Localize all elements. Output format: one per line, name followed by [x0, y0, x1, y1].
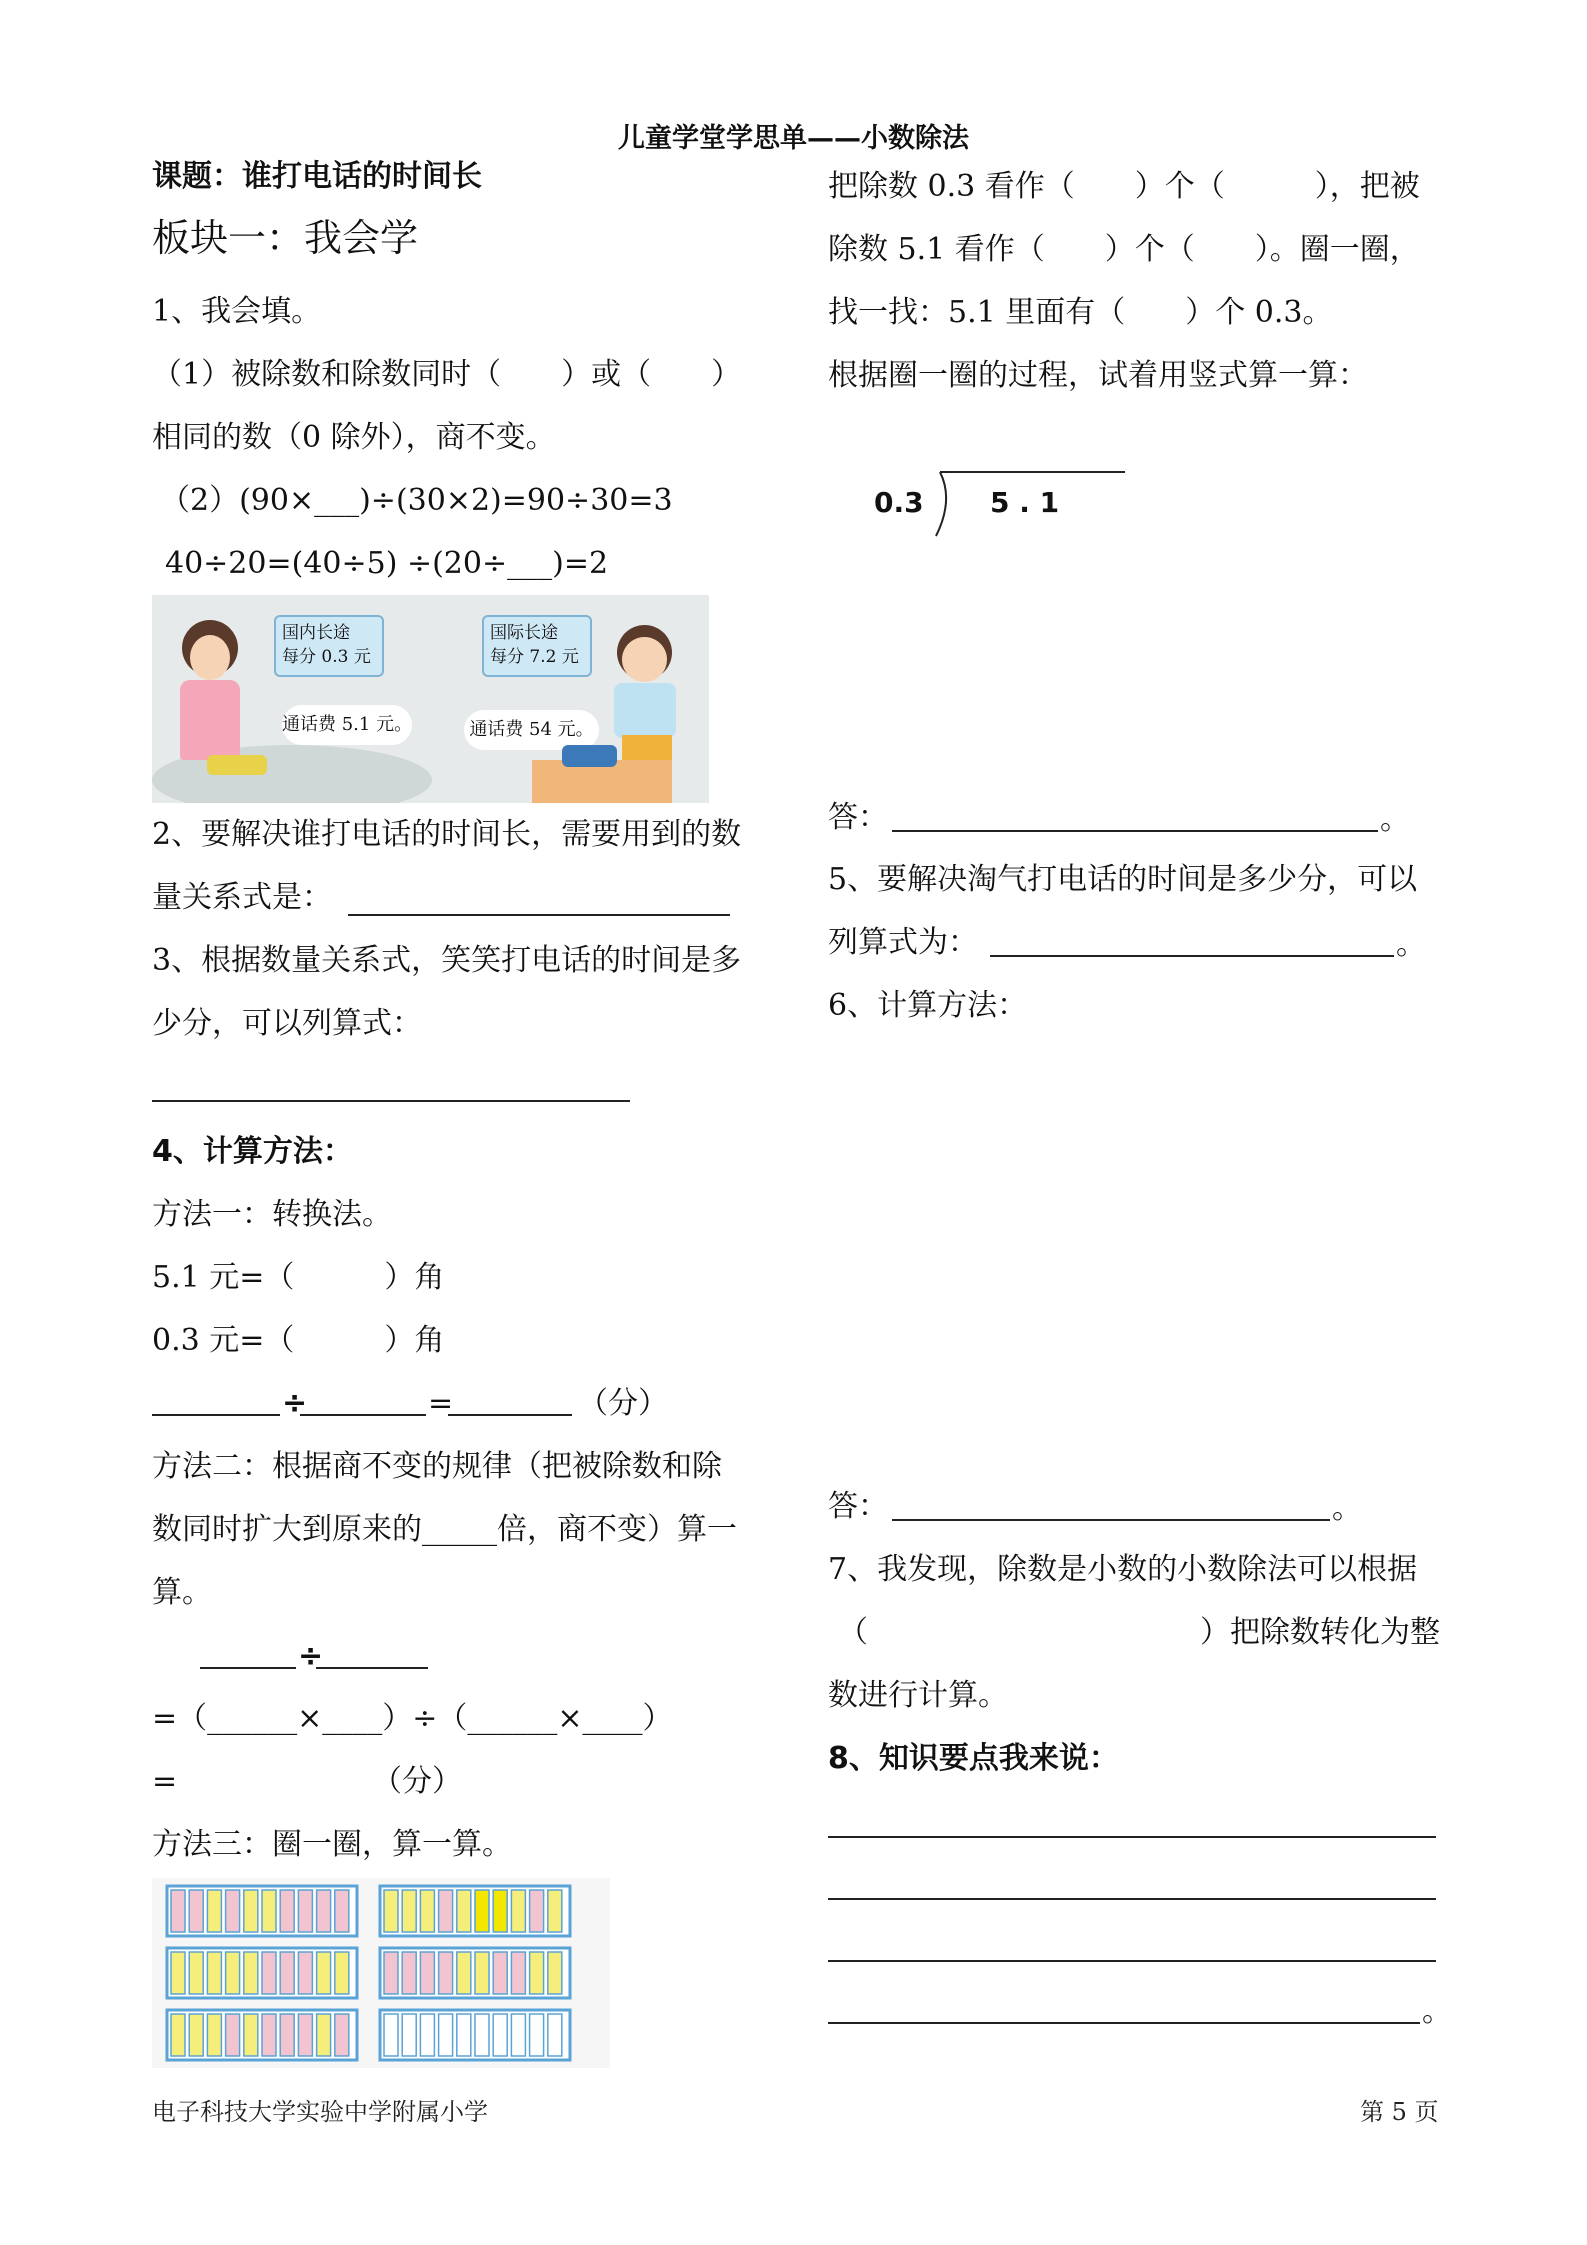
bar	[384, 1890, 398, 1932]
method2-blank-1[interactable]	[200, 1667, 296, 1669]
bar	[439, 1952, 453, 1994]
q7-line3: 数进行计算。	[828, 1678, 1008, 1713]
bar	[420, 2014, 434, 2056]
bar	[298, 2014, 312, 2056]
bar	[475, 1890, 489, 1932]
answer2-line[interactable]	[892, 1519, 1330, 1521]
grid-svg	[152, 1878, 610, 2068]
method1-div-sign: ÷	[282, 1386, 308, 1421]
bar	[384, 1952, 398, 1994]
bar-group[interactable]	[167, 1886, 357, 1936]
bar	[298, 1890, 312, 1932]
q5-line2: 列算式为：	[828, 925, 978, 960]
bar	[457, 2014, 471, 2056]
bar	[207, 1952, 221, 1994]
bar	[530, 2014, 544, 2056]
bar	[226, 1890, 240, 1932]
bar	[530, 1952, 544, 1994]
bar	[402, 1890, 416, 1932]
bar	[384, 2014, 398, 2056]
method1-eq-sign: =	[428, 1386, 454, 1421]
q7-line1: 7、我发现，除数是小数的小数除法可以根据	[828, 1552, 1418, 1587]
q4-heading: 4、计算方法：	[152, 1134, 353, 1169]
speech-bubble-1: 通话费 5.1 元。	[282, 705, 412, 745]
method2-line2: 数同时扩大到原来的_____倍，商不变）算一	[152, 1512, 737, 1547]
phone-blue-icon	[562, 745, 617, 767]
bar	[244, 1890, 258, 1932]
answer1-end: 。	[1380, 802, 1410, 837]
bar	[226, 2014, 240, 2056]
bar-group[interactable]	[380, 1886, 570, 1936]
section-heading: 板块一：我会学	[152, 216, 419, 260]
bar	[511, 1890, 525, 1932]
bar	[420, 1952, 434, 1994]
bar	[402, 2014, 416, 2056]
right-line4: 根据圈一圈的过程，试着用竖式算一算：	[828, 358, 1368, 393]
bar	[335, 1952, 349, 1994]
bar	[511, 1952, 525, 1994]
bar	[280, 2014, 294, 2056]
bar	[457, 1890, 471, 1932]
bar	[317, 2014, 331, 2056]
bar	[335, 1890, 349, 1932]
bar	[262, 1952, 276, 1994]
method1-yuan-to-jiao-2: 0.3 元=（ ）角	[152, 1323, 445, 1358]
bar	[548, 1890, 562, 1932]
girl-face	[190, 635, 230, 680]
sign1-line2: 每分 0.3 元	[282, 647, 371, 667]
method1-blank-2[interactable]	[300, 1414, 426, 1416]
bar	[207, 1890, 221, 1932]
q8-line-4[interactable]	[828, 2022, 1420, 2024]
international-rate-sign	[482, 615, 592, 677]
bar	[262, 2014, 276, 2056]
dividend: 5 . 1	[990, 486, 1060, 519]
q5-end: 。	[1396, 927, 1426, 962]
bar	[244, 1952, 258, 1994]
q2-answer-line[interactable]	[348, 914, 730, 916]
bar	[189, 1952, 203, 1994]
q3-line1: 3、根据数量关系式，笑笑打电话的时间是多	[152, 943, 742, 978]
sign2-line2: 每分 7.2 元	[490, 647, 579, 667]
bar	[189, 1890, 203, 1932]
q3-answer-line[interactable]	[152, 1100, 630, 1102]
phone-illustration	[152, 595, 709, 803]
q2-line1: 2、要解决谁打电话的时间长，需要用到的数	[152, 817, 742, 852]
q6-heading: 6、计算方法：	[828, 988, 1028, 1023]
girl-body	[180, 680, 240, 760]
bar	[298, 1952, 312, 1994]
q1-3: 40÷20=(40÷5) ÷(20÷___)=2	[165, 546, 609, 581]
bar-group[interactable]	[380, 2010, 570, 2060]
bar	[439, 2014, 453, 2056]
circle-grid-illustration	[152, 1878, 610, 2068]
answer2-end: 。	[1332, 1491, 1362, 1526]
method1-unit: （分）	[578, 1386, 668, 1421]
bar	[457, 1952, 471, 1994]
right-line1: 把除数 0.3 看作（ ）个（ ），把被	[828, 169, 1420, 204]
bar-group[interactable]	[167, 1948, 357, 1998]
bar	[420, 1890, 434, 1932]
q1-1-line1: （1）被除数和除数同时（ ）或（ ）	[152, 357, 742, 392]
bar	[171, 2014, 185, 2056]
divisor: 0.3	[874, 486, 924, 519]
bar	[402, 1952, 416, 1994]
method2-step3-unit: （分）	[372, 1764, 462, 1799]
method2-div-sign: ÷	[298, 1639, 324, 1674]
bar	[207, 2014, 221, 2056]
bar	[244, 2014, 258, 2056]
page-title: 儿童学堂学思单——小数除法	[618, 123, 969, 154]
topic: 课题：谁打电话的时间长	[152, 159, 482, 194]
method2-blank-2[interactable]	[316, 1667, 428, 1669]
bar-group[interactable]	[167, 2010, 357, 2060]
phone-yellow-icon	[207, 755, 267, 775]
q8-heading: 8、知识要点我来说：	[828, 1741, 1119, 1776]
boy-shirt	[614, 683, 676, 738]
bar	[511, 2014, 525, 2056]
method2-step3-eq: =	[152, 1764, 178, 1799]
footer-school: 电子科技大学实验中学附属小学	[152, 2098, 488, 2126]
bar-group[interactable]	[380, 1948, 570, 1998]
bar	[530, 1890, 544, 1932]
bar	[548, 1952, 562, 1994]
bar	[226, 1952, 240, 1994]
bar	[475, 2014, 489, 2056]
answer1-line[interactable]	[892, 830, 1378, 832]
bar	[171, 1952, 185, 1994]
bar	[280, 1952, 294, 1994]
q5-line1: 5、要解决淘气打电话的时间是多少分，可以	[828, 862, 1418, 897]
sign2-line1: 国际长途	[490, 623, 558, 643]
q5-answer-line[interactable]	[990, 955, 1394, 957]
q8-line-1[interactable]	[828, 1836, 1436, 1838]
sign1-line1: 国内长途	[282, 623, 350, 643]
bar	[548, 2014, 562, 2056]
bar	[171, 1890, 185, 1932]
bar	[262, 1890, 276, 1932]
method1-blank-3[interactable]	[448, 1414, 572, 1416]
method1-heading: 方法一：转换法。	[152, 1197, 392, 1232]
long-division-bracket	[920, 470, 1130, 540]
q2-line2: 量关系式是：	[152, 880, 332, 915]
bar	[189, 2014, 203, 2056]
q8-line-3[interactable]	[828, 1960, 1436, 1962]
q1-heading: 1、我会填。	[152, 294, 322, 329]
q7-open: （	[838, 1615, 868, 1650]
method3-heading: 方法三：圈一圈，算一算。	[152, 1827, 512, 1862]
bar	[493, 2014, 507, 2056]
bar	[317, 1952, 331, 1994]
bar	[475, 1952, 489, 1994]
answer1-label: 答：	[828, 800, 888, 835]
answer2-label: 答：	[828, 1489, 888, 1524]
bar	[317, 1890, 331, 1932]
method2-line3: 算。	[152, 1575, 212, 1610]
q3-line2: 少分，可以列算式：	[152, 1006, 422, 1041]
speech-bubble-2: 通话费 54 元。	[464, 710, 599, 750]
q1-1-line2: 相同的数（0 除外），商不变。	[152, 420, 556, 455]
method1-yuan-to-jiao-1: 5.1 元=（ ）角	[152, 1260, 445, 1295]
method1-blank-1[interactable]	[152, 1414, 280, 1416]
q8-end: 。	[1422, 1994, 1452, 2029]
q8-line-2[interactable]	[828, 1898, 1436, 1900]
right-line2: 除数 5.1 看作（ ）个（ ）。圈一圈，	[828, 232, 1420, 267]
domestic-rate-sign	[274, 615, 384, 677]
bar	[335, 2014, 349, 2056]
bar	[493, 1890, 507, 1932]
bar	[280, 1890, 294, 1932]
bar	[493, 1952, 507, 1994]
q1-2: （2）(90×___)÷(30×2)=90÷30=3	[160, 483, 673, 518]
method2-line1: 方法二：根据商不变的规律（把被除数和除	[152, 1449, 722, 1484]
footer-page-number: 第 5 页	[1360, 2098, 1439, 2126]
right-line3: 找一找：5.1 里面有（ ）个 0.3。	[828, 295, 1333, 330]
q7-rest: ）把除数转化为整	[1200, 1615, 1440, 1650]
boy-face	[622, 637, 667, 682]
bar	[439, 1890, 453, 1932]
method2-step2: =（______×____）÷（______×____）	[152, 1701, 673, 1736]
